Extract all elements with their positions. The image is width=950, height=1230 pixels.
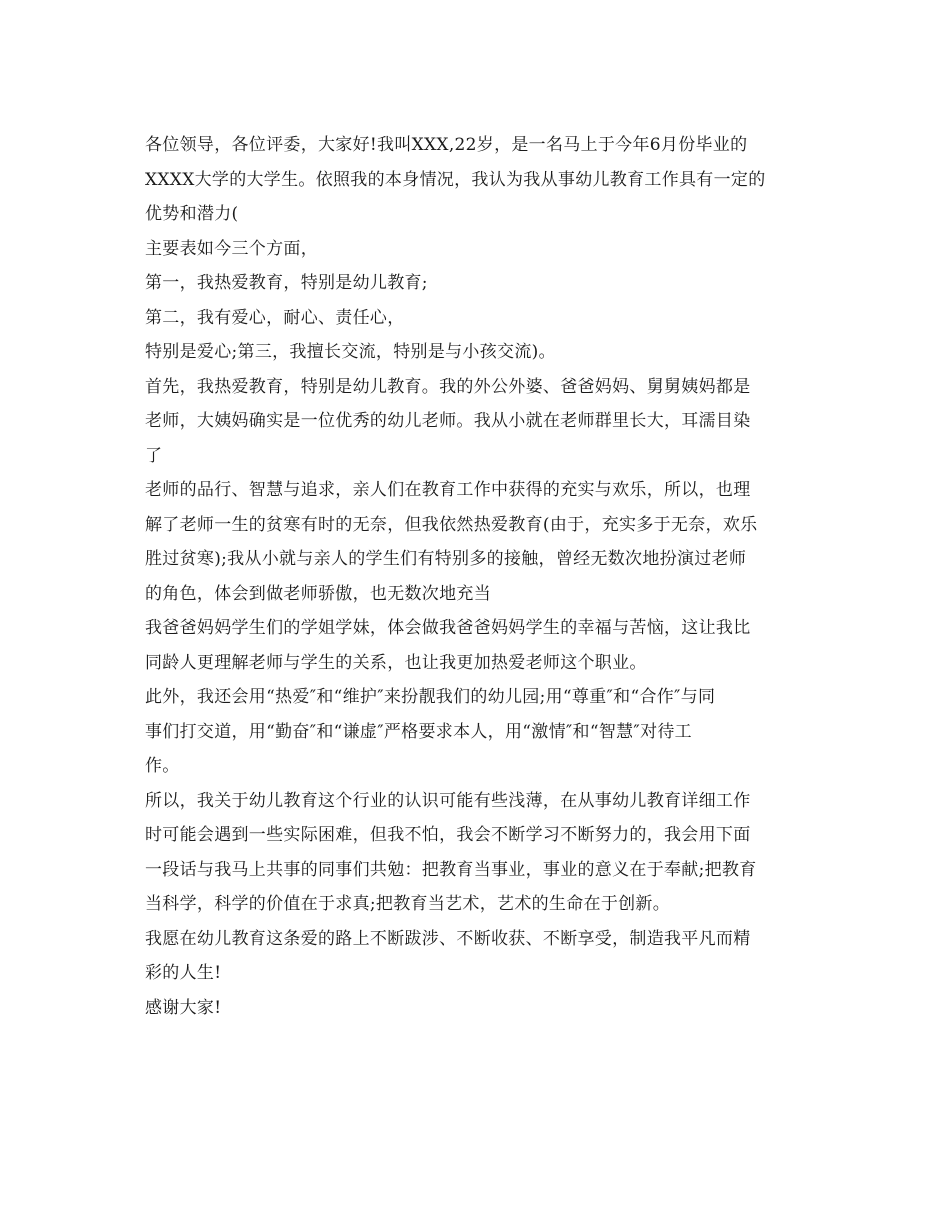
text-line: XXXX大学的大学生。依照我的本身情况，我认为我从事幼儿教育工作具有一定的	[145, 169, 766, 190]
text-line: 首先，我热爱教育，特别是幼儿教育。我的外公外婆、爸爸妈妈、舅舅姨妈都是	[145, 376, 751, 397]
text-line: 了	[145, 445, 163, 466]
text-line: 第二，我有爱心，耐心、责任心，	[145, 307, 405, 328]
text-line: 时可能会遇到一些实际困难，但我不怕，我会不断学习不断努力的，我会用下面	[145, 825, 751, 845]
text-line: 彩的人生!	[145, 963, 222, 983]
text-line: 作。	[145, 756, 180, 776]
text-line: 所以，我关于幼儿教育这个行业的认识可能有些浅薄，在从事幼儿教育详细工作	[145, 790, 751, 811]
text-line: 事们打交道，用“勤奋″和“谦虚″严格要求本人，用“激情″和“智慧″对待工	[145, 721, 692, 742]
text-line: 我爸爸妈妈学生们的学姐学妹，体会做我爸爸妈妈学生的幸福与苦恼，这让我比	[145, 618, 751, 638]
text-line: 胜过贫寒);我从小就与亲人的学生们有特别多的接触，曾经无数次地扮演过老师	[145, 549, 747, 569]
text-line: 一段话与我马上共事的同事们共勉：把教育当事业，事业的意义在于奉献;把教育	[145, 859, 757, 880]
text-line: 主要表如今三个方面，	[145, 238, 318, 259]
text-line: 当科学，科学的价值在于求真;把教育当艺术，艺术的生命在于创新。	[145, 894, 671, 914]
text-line: 各位领导，各位评委，大家好!我叫XXX,22岁，是一名马上于今年6月份毕业的	[145, 135, 748, 155]
text-line: 同龄人更理解老师与学生的关系，也让我更加热爱老师这个职业。	[145, 652, 647, 673]
document-body	[145, 128, 825, 1025]
text-line: 感谢大家!	[145, 997, 222, 1018]
text-line: 老师的品行、智慧与追求，亲人们在教育工作中获得的充实与欢乐，所以，也理	[145, 480, 751, 500]
text-line: 优势和潜力(	[145, 204, 239, 224]
text-line: 的角色，体会到做老师骄傲，也无数次地充当	[145, 583, 491, 604]
text-line: 第一，我热爱教育，特别是幼儿教育;	[145, 273, 428, 293]
text-line: 此外，我还会用“热爱″和“维护″来扮靓我们的幼儿园;用“尊重″和“合作″与同	[145, 687, 716, 707]
text-line: 解了老师一生的贫寒有时的无奈，但我依然热爱教育(由于，充实多于无奈，欢乐	[145, 514, 758, 535]
text-line: 我愿在幼儿教育这条爱的路上不断跋涉、不断收获、不断享受，制造我平凡而精	[145, 928, 751, 949]
text-line: 老师，大姨妈确实是一位优秀的幼儿老师。我从小就在老师群里长大，耳濡目染	[145, 411, 751, 431]
text-line: 特别是爱心;第三，我擅长交流，特别是与小孩交流)。	[145, 342, 556, 362]
